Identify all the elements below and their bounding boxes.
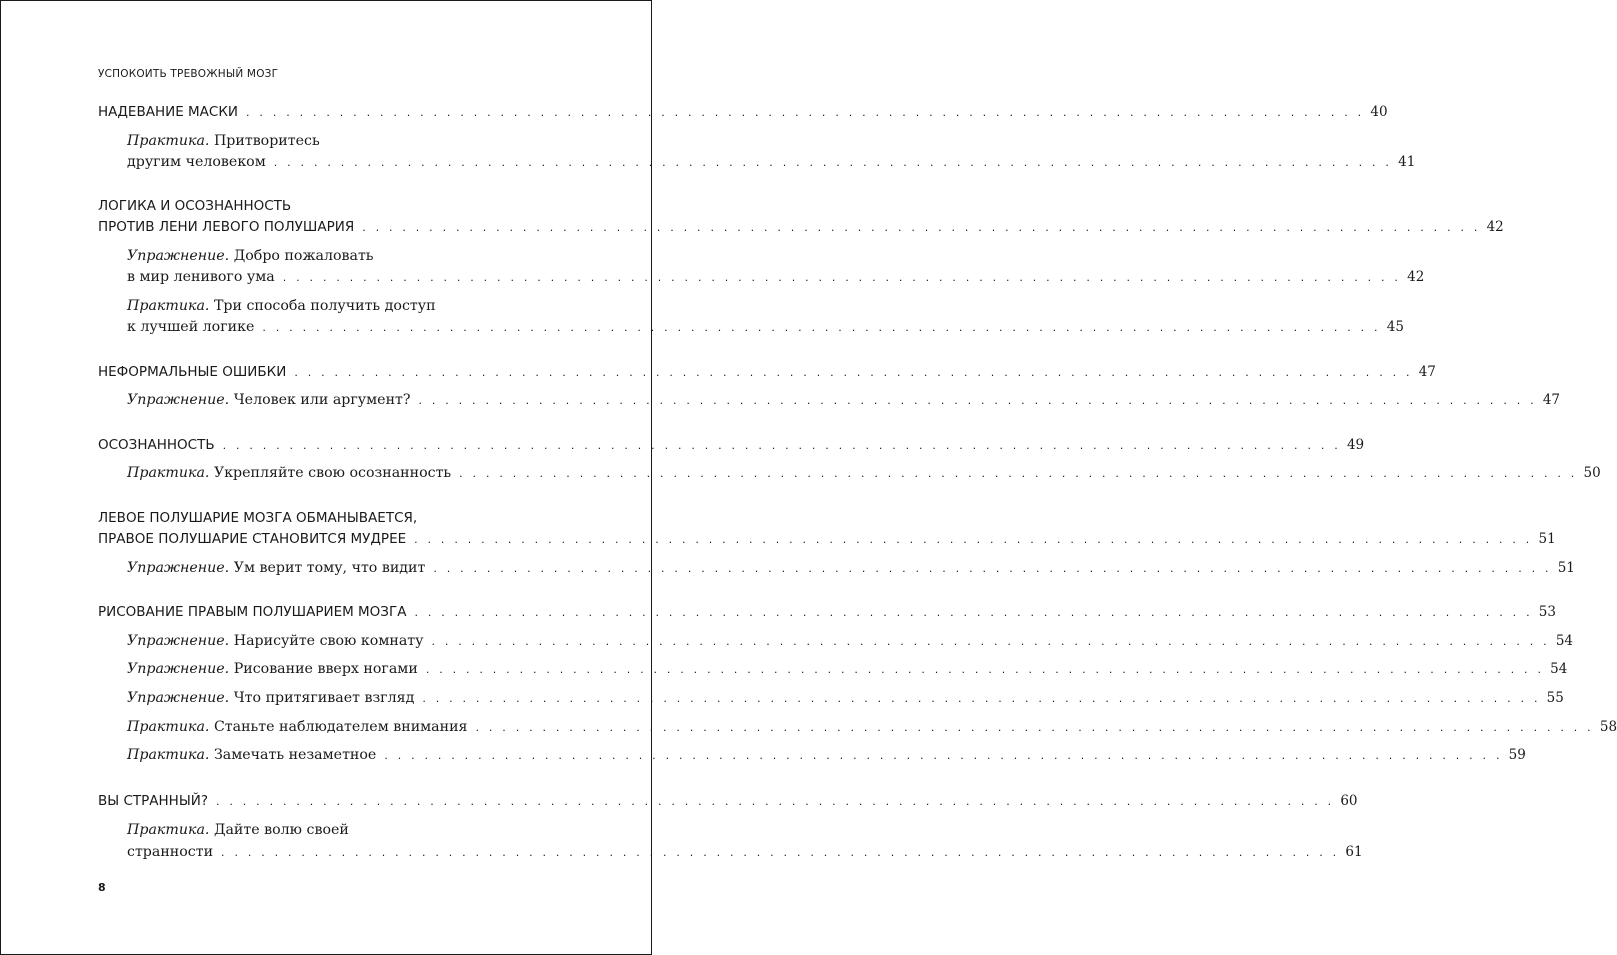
page-number-folio: 8 [98,881,106,894]
toc-entry-title: ЛЕВОЕ ПОЛУШАРИЕ МОЗГА ОБМАНЫВАЕТСЯ, [98,510,418,526]
toc-entry-title: Дайте волю своей [213,822,349,838]
toc-entry-main [98,793,1358,813]
dot-leader: . . . . . . . . . . . . . . . . . . . . . . . . . . . . . . . . . . . . . . . . . . . . . . . . . . . . . . . . . . . . . . . . . . . . . . . . . . . . . . . . . . . . [433,562,1552,575]
toc-entry-title: Рисование вверх ногами [233,661,418,677]
dot-leader: . . . . . . . . . . . . . . . . . . . . . . . . . . . . . . . . . . . . . . . . . . . . . . . . . . . . . . . . . . . . . . . . . . . . . . . . . . . . . . . . . . . . [362,221,1481,234]
toc-entry-main [98,364,1436,384]
toc-entry-title: Ум верит тому, что видит [233,560,426,576]
toc-entry-title: Добро пожаловать [233,248,374,264]
toc-entry-label: Упражнение. [127,560,230,576]
toc-entry-title: Замечать незаметное [213,747,377,763]
toc-entry-label: Практика. [127,747,210,763]
toc-entry-sub-line1 [127,248,593,268]
toc-entry-title-cont: другим человеком [127,154,266,170]
toc-entry-sub [127,465,1601,485]
toc-entry-title: ВЫ СТРАННЫЙ? [98,793,208,809]
toc-entry-title-cont: в мир ленивого ума [127,269,275,285]
toc-entry-main [98,104,1388,124]
toc-entry-title: Что притягивает взгляд [233,690,415,706]
toc-entry-main [98,531,1556,551]
toc-entry-sub [127,690,1564,710]
running-head: УСПОКОИТЬ ТРЕВОЖНЫЙ МОЗГ [98,68,279,80]
toc-entry-title: Притворитесь [213,133,320,149]
dot-leader: . . . . . . . . . . . . . . . . . . . . . . . . . . . . . . . . . . . . . . . . . . . . . . . . . . . . . . . . . . . . . . . . . . . . . . . . . . . . . . . . . . . . [414,606,1533,619]
toc-page-number: 60 [1340,793,1358,809]
toc-page-number: 42 [1486,219,1504,235]
dot-leader: . . . . . . . . . . . . . . . . . . . . . . . . . . . . . . . . . . . . . . . . . . . . . . . . . . . . . . . . . . . . . . . . . . . . . . . . . . . . . . . . . . . . [422,692,1541,705]
toc-page-number: 49 [1346,437,1365,453]
dot-leader: . . . . . . . . . . . . . . . . . . . . . . . . . . . . . . . . . . . . . . . . . . . . . . . . . . . . . . . . . . . . . . . . . . . . . . . . . . . . . . . . . . . . [431,635,1550,648]
toc-entry-title-cont: странности [127,844,214,860]
toc-page-number: 55 [1546,690,1564,706]
dot-leader: . . . . . . . . . . . . . . . . . . . . . . . . . . . . . . . . . . . . . . . . . . . . . . . . . . . . . . . . . . . . . . . . . . . . . . . . . . . . . . . . . . . . [216,795,1335,808]
toc-entry-title: ЛОГИКА И ОСОЗНАННОСТЬ [98,198,292,214]
toc-page-number: 58 [1599,719,1617,735]
toc-entry-title: Человек или аргумент? [233,392,411,408]
toc-entry-title: НАДЕВАНИЕ МАСКИ [98,104,239,120]
toc-entry-sub [127,392,1561,412]
dot-leader: . . . . . . . . . . . . . . . . . . . . . . . . . . . . . . . . . . . . . . . . . . . . . . . . . . . . . . . . . . . . . . . . . . . . . . . . . . . . . . . . . . . . [475,721,1594,734]
dot-leader: . . . . . . . . . . . . . . . . . . . . . . . . . . . . . . . . . . . . . . . . . . . . . . . . . . . . . . . . . . . . . . . . . . . . . . . . . . . . . . . . . . . . [294,366,1413,379]
dot-leader: . . . . . . . . . . . . . . . . . . . . . . . . . . . . . . . . . . . . . . . . . . . . . . . . . . . . . . . . . . . . . . . . . . . . . . . . . . . . . . . . . . . . [425,663,1545,676]
toc-entry-title: Укрепляйте свою осознанность [213,465,452,481]
toc-page-number: 54 [1550,661,1568,677]
toc-entry-sub [127,661,1568,681]
dot-leader: . . . . . . . . . . . . . . . . . . . . . . . . . . . . . . . . . . . . . . . . . . . . . . . . . . . . . . . . . . . . . . . . . . . . . . . . . . . . . . . . . . . . [418,394,1537,407]
toc-page-number: 41 [1398,154,1416,170]
toc-entry-sub [127,319,1404,339]
toc-page-number: 61 [1345,844,1363,860]
toc-entry-label: Практика. [127,133,210,149]
toc-entry-label: Упражнение. [127,633,230,649]
toc-entry-label: Практика. [127,822,210,838]
toc-entry-main [98,219,1504,239]
dot-leader: . . . . . . . . . . . . . . . . . . . . . . . . . . . . . . . . . . . . . . . . . . . . . . . . . . . . . . . . . . . . . . . . . . . . . . . . . . . . . . . . . . . . [246,106,1365,119]
toc-entry-title: НЕФОРМАЛЬНЫЕ ОШИБКИ [98,364,287,380]
toc-page-number: 45 [1386,319,1404,335]
dot-leader: . . . . . . . . . . . . . . . . . . . . . . . . . . . . . . . . . . . . . . . . . . . . . . . . . . . . . . . . . . . . . . . . . . . . . . . . . . . . . . . . . . . . [282,271,1402,284]
toc-entry-title: Нарисуйте свою комнату [233,633,424,649]
toc-page-number: 54 [1555,633,1573,649]
toc-entry-title-cont: к лучшей логике [127,319,255,335]
toc-entry-title-cont: ПРАВОЕ ПОЛУШАРИЕ СТАНОВИТСЯ МУДРЕЕ [98,531,407,547]
toc-page-number: 51 [1538,531,1556,547]
toc-entry-main [98,604,1556,624]
toc-entry-sub [127,633,1573,653]
toc-entry-sub-line1 [127,822,593,842]
dot-leader: . . . . . . . . . . . . . . . . . . . . . . . . . . . . . . . . . . . . . . . . . . . . . . . . . . . . . . . . . . . . . . . . . . . . . . . . . . . . . . . . . . . . [221,846,1340,859]
toc-entry-sub [127,719,1617,739]
toc-entry-main-line1 [98,510,593,530]
toc-entry-title: Станьте наблюдателем внимания [213,719,468,735]
toc-page-number: 40 [1370,104,1388,120]
toc-entry-main-line1 [98,198,593,218]
toc-page-number: 47 [1418,364,1436,380]
dot-leader: . . . . . . . . . . . . . . . . . . . . . . . . . . . . . . . . . . . . . . . . . . . . . . . . . . . . . . . . . . . . . . . . . . . . . . . . . . . . . . . . . . . . [273,156,1393,169]
toc-entry-label: Практика. [127,298,210,314]
toc-entry-label: Практика. [127,719,210,735]
dot-leader: . . . . . . . . . . . . . . . . . . . . . . . . . . . . . . . . . . . . . . . . . . . . . . . . . . . . . . . . . . . . . . . . . . . . . . . . . . . . . . . . . . . . [459,467,1578,480]
toc-entry-sub [127,269,1425,289]
toc-entry-sub [127,154,1416,174]
toc-page-number: 53 [1538,604,1556,620]
toc-page-number: 47 [1542,392,1561,408]
toc-entry-label: Упражнение. [127,248,230,264]
toc-entry-title-cont: ПРОТИВ ЛЕНИ ЛЕВОГО ПОЛУШАРИЯ [98,219,355,235]
toc-entry-label: Упражнение. [127,690,230,706]
toc-entry-title: Три способа получить доступ [213,298,436,314]
toc-entry-title: ОСОЗНАННОСТЬ [98,437,215,453]
toc-page-number: 59 [1508,747,1526,763]
toc-entry-sub [127,844,1363,864]
toc-entry-label: Практика. [127,465,210,481]
toc-entry-main [98,437,1365,457]
toc-entry-label: Упражнение. [127,392,230,408]
toc-entry-title: РИСОВАНИЕ ПРАВЫМ ПОЛУШАРИЕМ МОЗГА [98,604,407,620]
toc-entry-sub-line1 [127,133,593,153]
toc-page-number: 51 [1557,560,1575,576]
toc-entry-sub [127,747,1526,767]
toc-entry-sub-line1 [127,298,593,318]
toc-page-number: 42 [1407,269,1425,285]
dot-leader: . . . . . . . . . . . . . . . . . . . . . . . . . . . . . . . . . . . . . . . . . . . . . . . . . . . . . . . . . . . . . . . . . . . . . . . . . . . . . . . . . . . . [414,533,1533,546]
toc-page-number: 50 [1583,465,1601,481]
toc-entry-sub [127,560,1575,580]
dot-leader: . . . . . . . . . . . . . . . . . . . . . . . . . . . . . . . . . . . . . . . . . . . . . . . . . . . . . . . . . . . . . . . . . . . . . . . . . . . . . . . . . . . . [222,439,1341,452]
toc-entry-label: Упражнение. [127,661,230,677]
dot-leader: . . . . . . . . . . . . . . . . . . . . . . . . . . . . . . . . . . . . . . . . . . . . . . . . . . . . . . . . . . . . . . . . . . . . . . . . . . . . . . . . . . . . [384,749,1503,762]
dot-leader: . . . . . . . . . . . . . . . . . . . . . . . . . . . . . . . . . . . . . . . . . . . . . . . . . . . . . . . . . . . . . . . . . . . . . . . . . . . . . . . . . . . . [262,321,1381,334]
